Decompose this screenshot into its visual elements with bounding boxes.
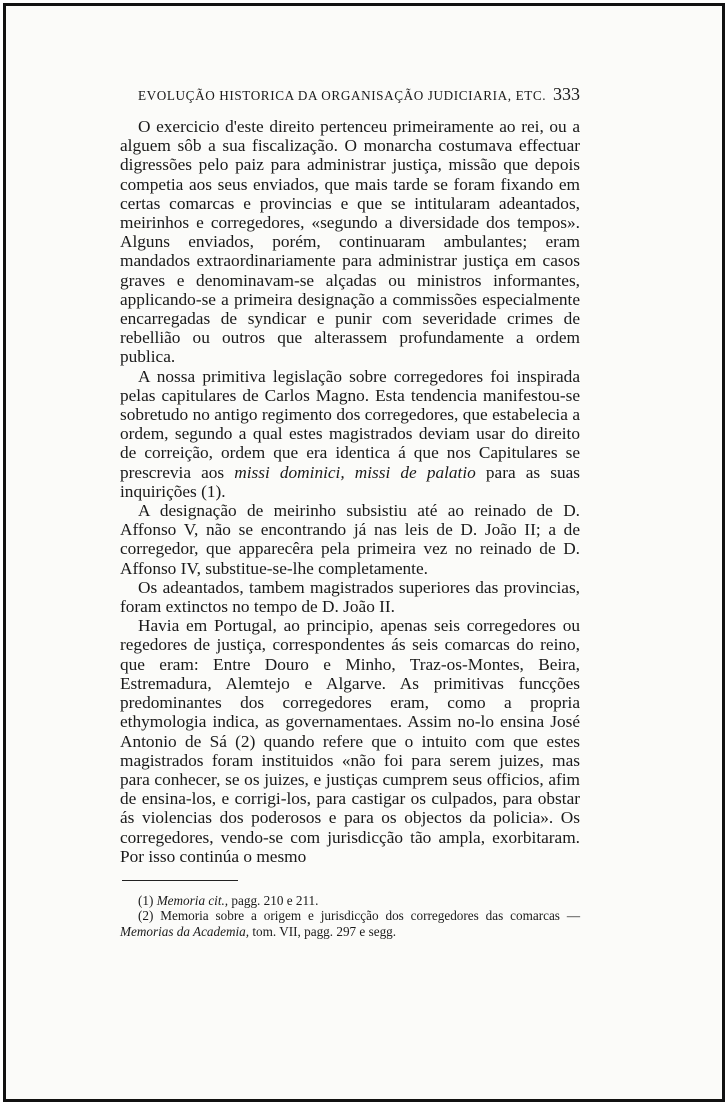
paragraph-5: Havia em Portugal, ao principio, apenas seis corregedores ou regedores de justiça, correspondentes ás seis comarcas do reino, que eram: Entre Douro e Minho, Traz-os-Montes, Beira, Estremadura, Alemtejo e Algarve. As primitivas funcções predominantes dos corregedores eram, como a propria ethymologia indica, as governamentaes. Assim no-lo ensina José Antonio de Sá (2) quando refere que o intuito com que estes magistrados foram instituidos «não foi para serem juizes, mas para conhecer, se os juizes, e justiças cumprem seus officios, afim de ensina-los, e corrigi-los, para castigar os culpados, para obstar ás violencias dos poderosos e para os objectos da policia». Os corregedores, vendo-se com jurisdicção tão ampla, exorbitaram. Por isso continúa o mesmo [120, 616, 580, 866]
footnote-2-end: tom. VII, pagg. 297 e segg. [252, 923, 397, 939]
footnote-divider [122, 880, 238, 881]
footnotes [120, 893, 580, 939]
paragraph-2-start: A nossa primitiva legislação sobre corregedores foi inspirada pelas capitulares de Carlos Magno. Esta tendencia manifestou-se sobretudo no antigo regimento dos corregedores, que estabelecia a ordem, segundo a qual estes magistrados deviam usar do direito de correição, ordem que era identica á que nos Capitulares se prescrevia aos [120, 366, 580, 482]
running-header [120, 84, 580, 105]
page-content [120, 84, 580, 939]
footnote-2-text: Memoria sobre a origem e jurisdicção dos corregedores das comarcas — [160, 908, 581, 924]
footnote-2-mark: (2) [138, 908, 154, 924]
paragraph-4: Os adeantados, tambem magistrados superiores das provincias, foram extinctos no tempo de D. João II. [120, 577, 580, 617]
body-text [120, 117, 580, 866]
footnote-1-text: pagg. 210 e 211. [231, 892, 319, 908]
footnote-2-italic: Memorias da Academia, [120, 923, 250, 939]
footnote-2 [120, 908, 580, 939]
paragraph-1: O exercicio d'este direito pertenceu primeiramente ao rei, ou a alguem sôb a sua fiscalização. O monarcha costumava effectuar digressões pelo paiz para administrar justiça, missão que depois competia aos seus enviados, que mais tarde se foram fixando em certas comarcas e provincias e que se intitularam adeantados, meirinhos e corregedores, «segundo a diversidade dos tempos». Alguns enviados, porém, continuaram ambulantes; eram mandados extraordinariamente para administrar justiça em casos graves e denominavam-se alçadas ou ministros informantes, applicando-se a primeira designação a commissões especialmente encarregadas de syndicar e punir com severidade crimes de rebellião ou outros que alterassem profundamente a ordem publica. [120, 117, 580, 367]
footnote-1-italic: Memoria cit., [156, 892, 229, 908]
paragraph-2-end: para as suas inquirições (1). [120, 462, 580, 501]
page-frame [3, 3, 725, 1102]
running-title: EVOLUÇÃO HISTORICA DA ORGANISAÇÃO JUDICIARIA, ETC. [138, 88, 547, 103]
paragraph-2-italic: missi dominici, missi de palatio [234, 462, 476, 482]
paragraph-3: A designação de meirinho subsistiu até ao reinado de D. Affonso V, não se encontrando já nas leis de D. João II; a de corregedor, que apparecêra pela primeira vez no reinado de D. Affonso IV, substitue-se-lhe completamente. [120, 501, 580, 578]
page-number: 333 [553, 84, 580, 104]
footnote-1-mark: (1) [138, 892, 154, 908]
footnote-1 [120, 893, 580, 908]
paragraph-2 [120, 367, 580, 501]
